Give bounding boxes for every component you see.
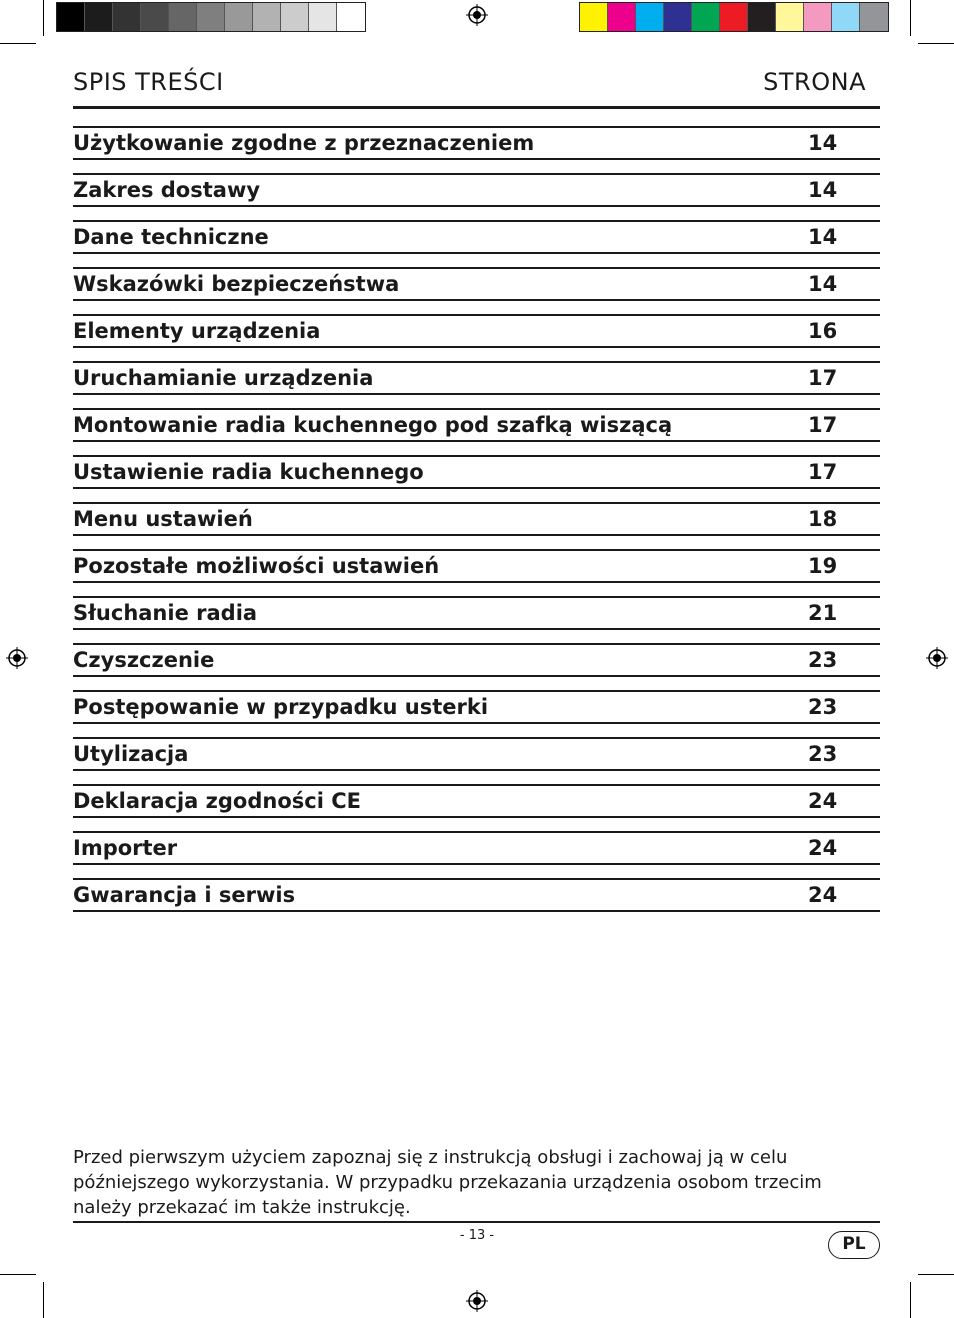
toc-entry-page: 17	[808, 460, 838, 484]
toc-row[interactable]	[73, 737, 880, 771]
toc-entry-page: 14	[808, 178, 838, 202]
crop-mark	[0, 1274, 36, 1275]
toc-row[interactable]	[73, 455, 880, 489]
color-swatch	[225, 3, 253, 31]
toc-entry-page: 16	[808, 319, 838, 343]
color-swatch	[141, 3, 169, 31]
toc-entry-title: Menu ustawień	[73, 507, 253, 531]
toc-entry-page: 14	[808, 272, 838, 296]
toc-header	[73, 66, 880, 109]
toc-entry-title: Czyszczenie	[73, 648, 215, 672]
toc-entry-title: Gwarancja i serwis	[73, 883, 296, 907]
color-swatch	[720, 3, 748, 31]
color-swatch	[580, 3, 608, 31]
toc-row[interactable]	[73, 267, 880, 301]
toc-row[interactable]	[73, 690, 880, 724]
page-column-heading: STRONA	[763, 68, 866, 96]
crop-mark	[910, 0, 911, 36]
toc-row[interactable]	[73, 126, 880, 160]
process-color-bar	[579, 2, 889, 32]
toc-row[interactable]	[73, 361, 880, 395]
toc-entry-page: 17	[808, 366, 838, 390]
registration-mark-icon	[466, 4, 488, 26]
toc-entry-page: 23	[808, 742, 838, 766]
instruction-note: Przed pierwszym użyciem zapoznaj się z instrukcją obsługi i zachowaj ją w celu późniejszego wykorzystania. W przypadku przekazania urządzenia osobom trzecim należy przekazać im także instrukcję.	[73, 1147, 822, 1218]
toc-row[interactable]	[73, 784, 880, 818]
grayscale-color-bar	[56, 2, 366, 32]
footer-divider	[73, 1221, 880, 1223]
color-swatch	[608, 3, 636, 31]
toc-entry-title: Dane techniczne	[73, 225, 269, 249]
toc-entry-page: 24	[808, 883, 838, 907]
table-of-contents	[73, 126, 880, 925]
toc-entry-title: Deklaracja zgodności CE	[73, 789, 361, 813]
toc-row[interactable]	[73, 408, 880, 442]
toc-entry-title: Montowanie radia kuchennego pod szafką wiszącą	[73, 413, 673, 437]
color-swatch	[197, 3, 225, 31]
crop-mark	[43, 0, 44, 36]
toc-entry-title: Pozostałe możliwości ustawień	[73, 554, 440, 578]
color-swatch	[860, 3, 888, 31]
color-swatch	[169, 3, 197, 31]
color-swatch	[748, 3, 776, 31]
toc-entry-page: 14	[808, 225, 838, 249]
toc-row[interactable]	[73, 220, 880, 254]
color-swatch	[776, 3, 804, 31]
toc-row[interactable]	[73, 596, 880, 630]
crop-mark	[43, 1282, 44, 1318]
toc-row[interactable]	[73, 173, 880, 207]
color-swatch	[337, 3, 365, 31]
color-swatch	[253, 3, 281, 31]
toc-entry-title: Słuchanie radia	[73, 601, 258, 625]
toc-row[interactable]	[73, 831, 880, 865]
language-badge: PL	[828, 1231, 880, 1259]
registration-mark-icon	[466, 1290, 488, 1312]
toc-entry-page: 17	[808, 413, 838, 437]
registration-mark-icon	[926, 647, 948, 669]
toc-entry-page: 23	[808, 648, 838, 672]
toc-entry-title: Utylizacja	[73, 742, 189, 766]
toc-entry-title: Uruchamianie urządzenia	[73, 366, 374, 390]
crop-mark	[918, 1274, 954, 1275]
toc-entry-page: 23	[808, 695, 838, 719]
toc-entry-page: 24	[808, 836, 838, 860]
color-swatch	[57, 3, 85, 31]
registration-mark-icon	[6, 647, 28, 669]
toc-entry-page: 18	[808, 507, 838, 531]
color-swatch	[832, 3, 860, 31]
color-swatch	[85, 3, 113, 31]
toc-entry-title: Elementy urządzenia	[73, 319, 321, 343]
toc-entry-page: 19	[808, 554, 838, 578]
toc-entry-title: Użytkowanie zgodne z przeznaczeniem	[73, 131, 535, 155]
toc-row[interactable]	[73, 549, 880, 583]
toc-entry-title: Postępowanie w przypadku usterki	[73, 695, 489, 719]
page-number: - 13 -	[459, 1228, 495, 1243]
crop-mark	[918, 43, 954, 44]
color-swatch	[309, 3, 337, 31]
crop-mark	[910, 1282, 911, 1318]
toc-row[interactable]	[73, 643, 880, 677]
toc-row[interactable]	[73, 314, 880, 348]
color-swatch	[804, 3, 832, 31]
color-swatch	[281, 3, 309, 31]
color-swatch	[664, 3, 692, 31]
toc-entry-page: 24	[808, 789, 838, 813]
toc-entry-page: 14	[808, 131, 838, 155]
toc-entry-title: Ustawienie radia kuchennego	[73, 460, 424, 484]
crop-mark	[0, 43, 36, 44]
color-swatch	[692, 3, 720, 31]
toc-entry-title: Wskazówki bezpieczeństwa	[73, 272, 400, 296]
toc-heading: SPIS TREŚCI	[73, 68, 224, 96]
toc-row[interactable]	[73, 502, 880, 536]
color-swatch	[113, 3, 141, 31]
toc-entry-title: Importer	[73, 836, 178, 860]
toc-entry-page: 21	[808, 601, 838, 625]
toc-row[interactable]	[73, 878, 880, 912]
color-swatch	[636, 3, 664, 31]
toc-entry-title: Zakres dostawy	[73, 178, 261, 202]
